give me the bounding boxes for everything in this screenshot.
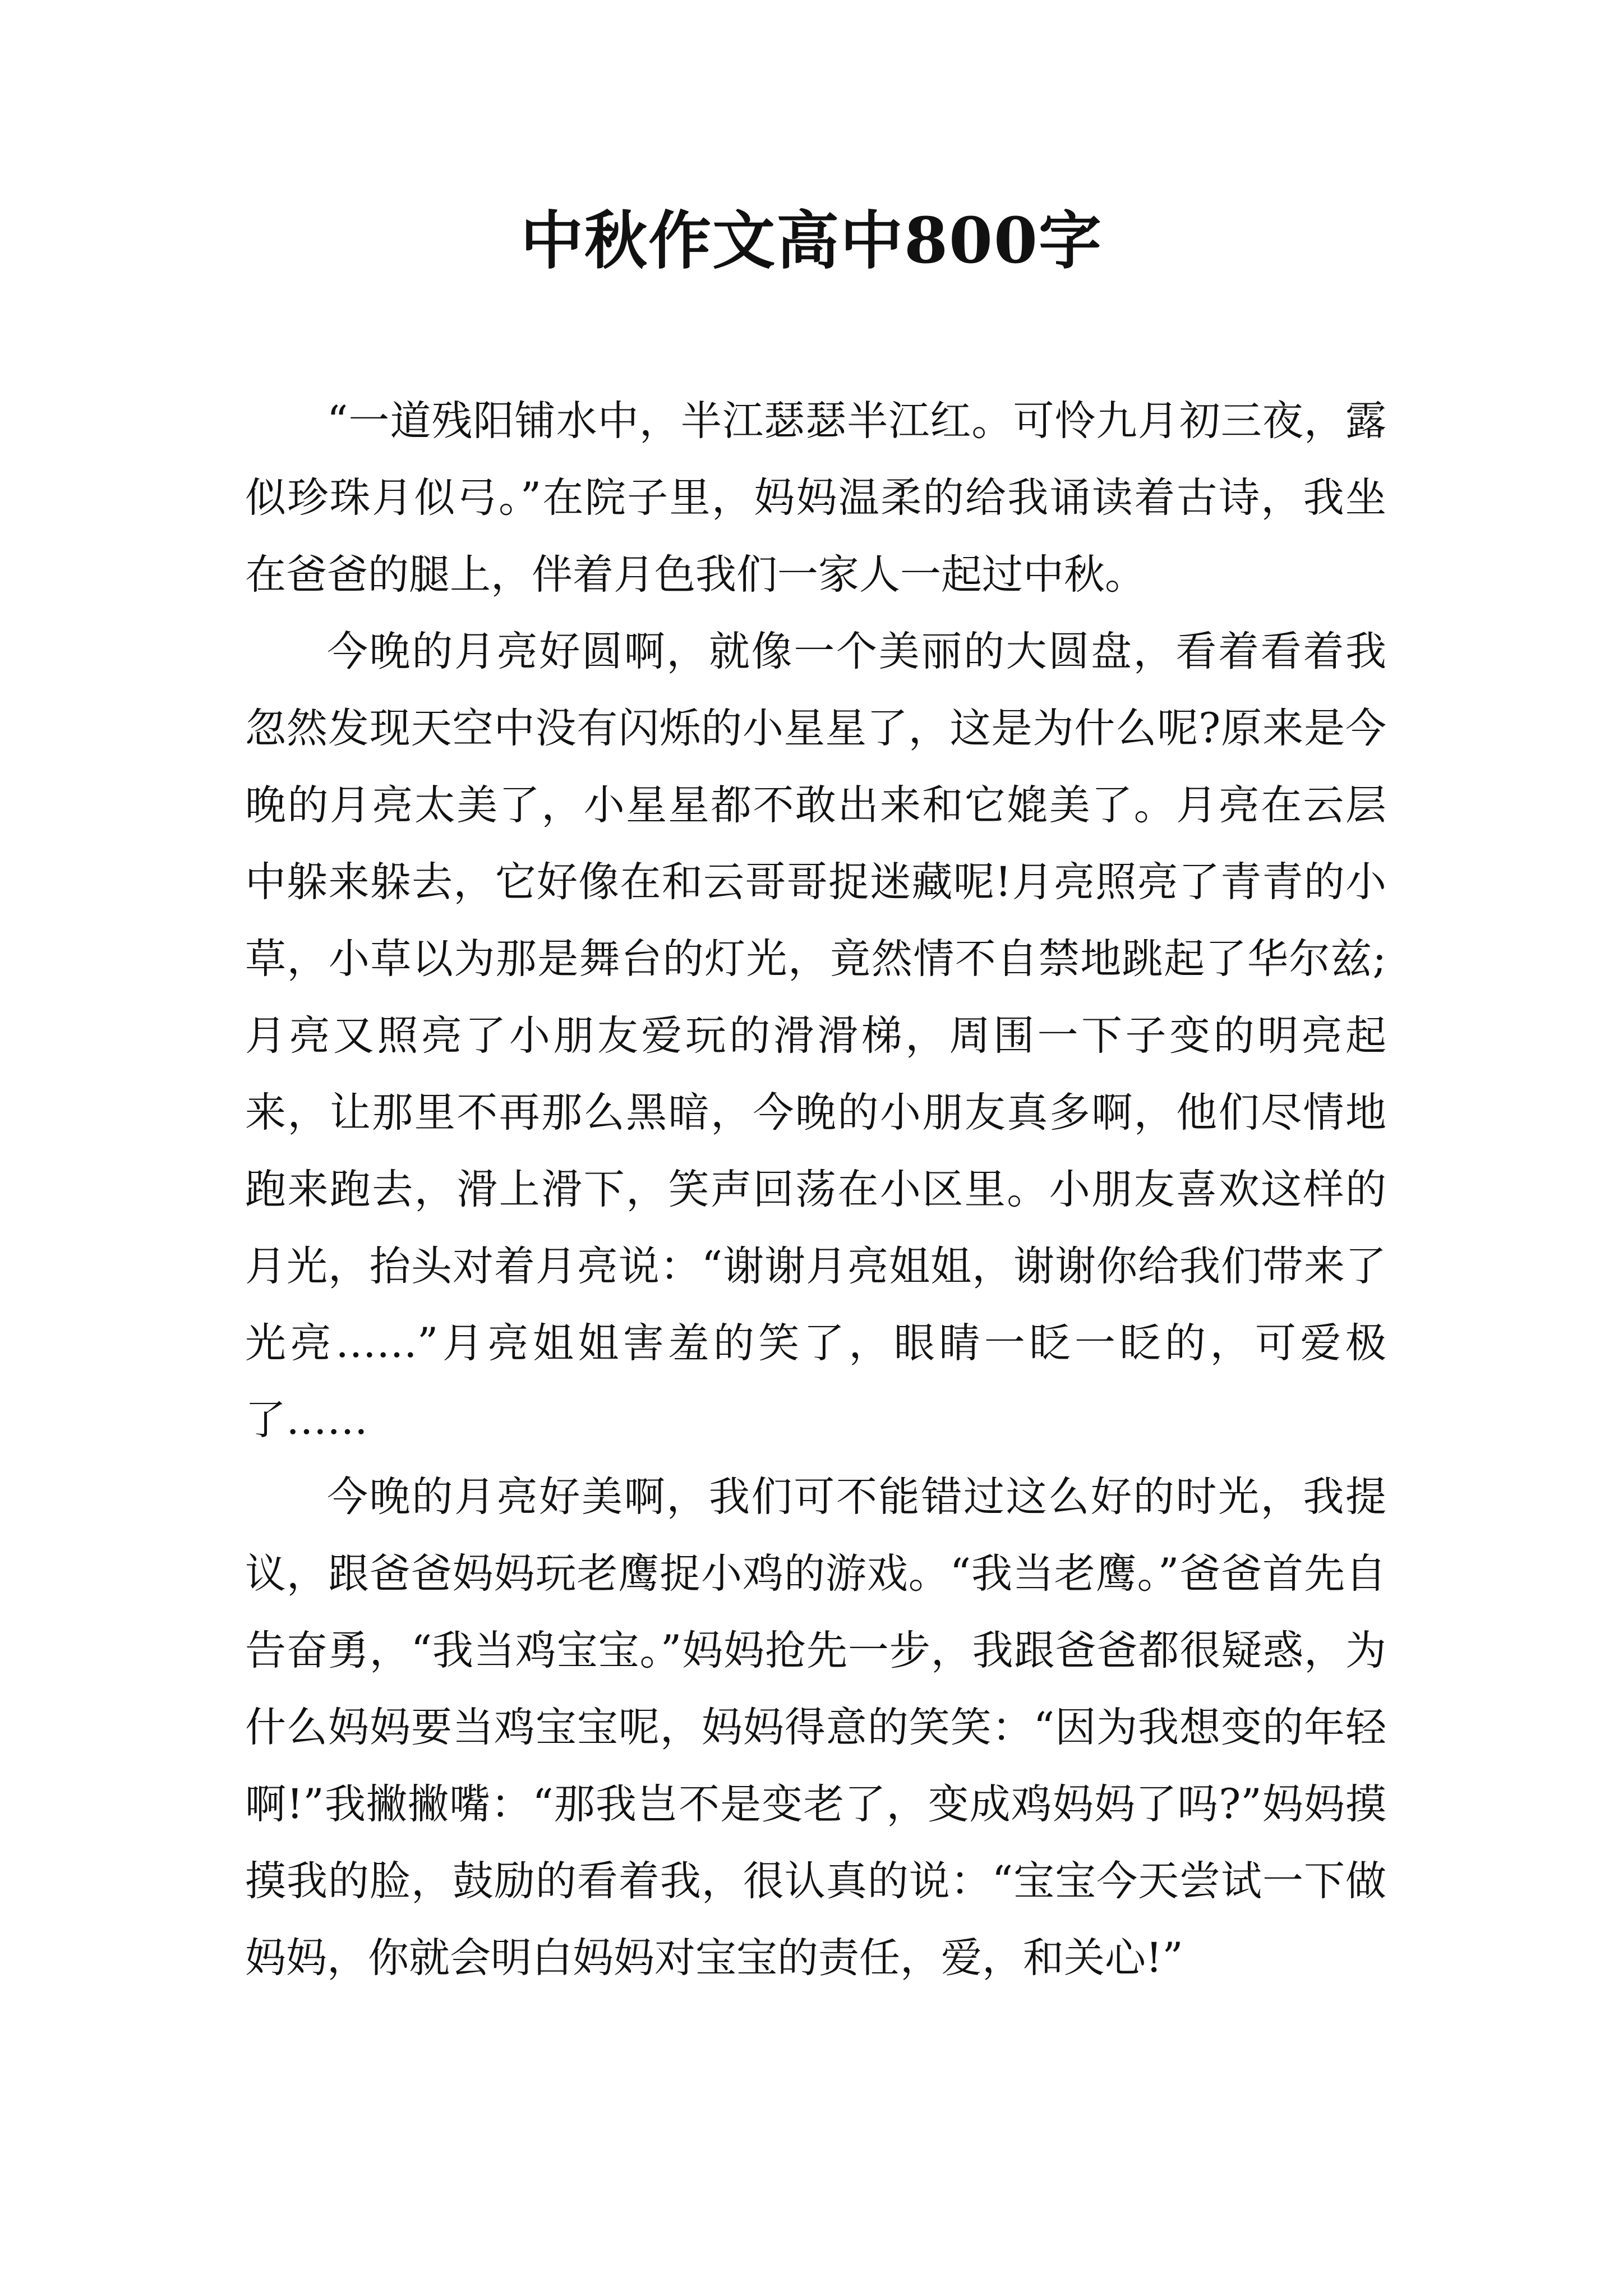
paragraph: 今晚的月亮好美啊，我们可不能错过这么好的时光，我提议，跟爸爸妈妈玩老鹰捉小鸡的游戏。“我当老鹰。”爸爸首先自告奋勇，“我当鸡宝宝。”妈妈抢先一步，我跟爸爸都很疑惑，为什么妈妈要当鸡宝宝呢，妈妈得意的笑笑：“因为我想变的年轻啊!”我撇撇嘴：“那我岂不是变老了，变成鸡妈妈了吗?”妈妈摸摸我的脸，鼓励的看着我，很认真的说：“宝宝今天尝试一下做妈妈，你就会明白妈妈对宝宝的责任，爱，和关心!” bbox=[245, 1473, 1386, 1982]
document-body bbox=[245, 383, 1386, 1996]
paragraph: 今晚的月亮好圆啊，就像一个美丽的大圆盘，看着看着我忽然发现天空中没有闪烁的小星星了，这是为什么呢?原来是今晚的月亮太美了，小星星都不敢出来和它媲美了。月亮在云层中躲来躲去，它好像在和云哥哥捉迷藏呢!月亮照亮了青青的小草，小草以为那是舞台的灯光，竟然情不自禁地跳起了华尔兹;月亮又照亮了小朋友爱玩的滑滑梯，周围一下子变的明亮起来，让那里不再那么黑暗，今晚的小朋友真多啊，他们尽情地跑来跑去，滑上滑下，笑声回荡在小区里。小朋友喜欢这样的月光，抬头对着月亮说：“谢谢月亮姐姐，谢谢你给我们带来了光亮……”月亮姐姐害羞的笑了，眼睛一眨一眨的，可爱极了…… bbox=[245, 628, 1386, 1444]
document-title: 中秋作文高中800字 bbox=[520, 204, 1103, 278]
paragraph: “一道残阳铺水中，半江瑟瑟半江红。可怜九月初三夜，露似珍珠月似弓。”在院子里，妈妈温柔的给我诵读着古诗，我坐在爸爸的腿上，伴着月色我们一家人一起过中秋。 bbox=[245, 397, 1386, 599]
